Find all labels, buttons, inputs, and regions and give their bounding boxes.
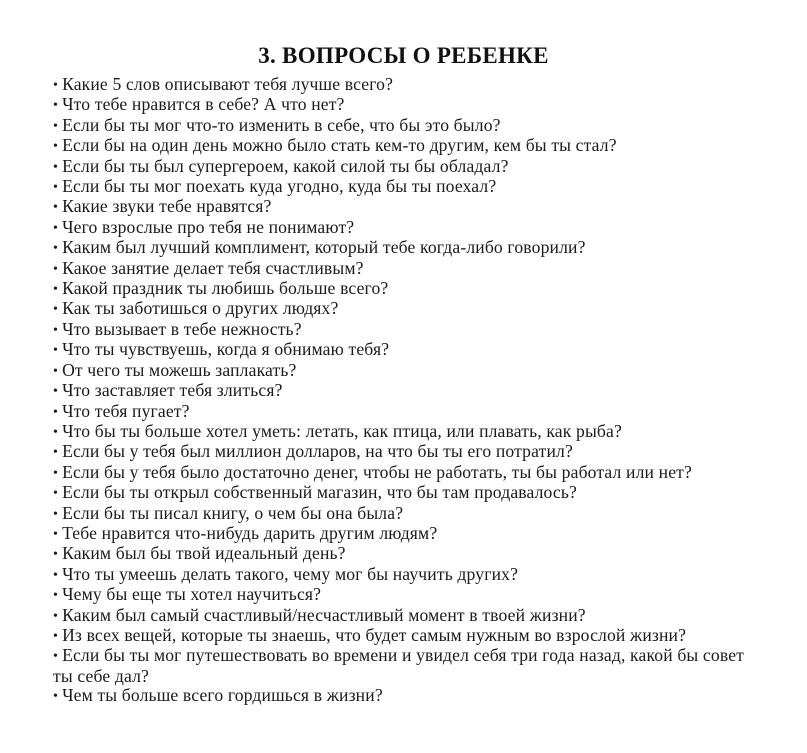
question-item (53, 463, 753, 483)
bullet-icon: • (53, 567, 59, 583)
bullet-icon: • (53, 282, 59, 298)
question-text: Если бы ты открыл собственный магазин, что бы там продавалось? (62, 482, 578, 503)
question-item (53, 422, 753, 442)
bullet-icon: • (53, 118, 59, 134)
question-item (53, 442, 753, 462)
bullet-icon: • (53, 628, 59, 644)
bullet-icon: • (53, 526, 59, 542)
question-text: Какое занятие делает тебя счастливым? (62, 257, 364, 278)
question-text: Если бы ты мог что-то изменить в себе, что бы это было? (62, 114, 501, 135)
question-text: Какой праздник ты любишь больше всего? (62, 278, 389, 299)
question-text: Чему бы еще ты хотел научиться? (62, 584, 322, 605)
question-text: Что ты чувствуешь, когда я обнимаю тебя? (62, 339, 390, 360)
question-item (53, 524, 753, 544)
bullet-icon: • (53, 220, 59, 236)
question-item (53, 218, 753, 238)
question-item (53, 340, 753, 360)
question-text: Если бы ты мог поехать куда угодно, куда бы ты поехал? (62, 176, 497, 197)
bullet-icon: • (53, 404, 59, 420)
bullet-icon: • (53, 445, 59, 461)
question-text: От чего ты можешь заплакать? (62, 359, 297, 380)
question-text: Что бы ты больше хотел уметь: летать, как птица, или плавать, как рыба? (62, 420, 622, 441)
bullet-icon: • (53, 547, 59, 563)
question-item (53, 483, 753, 503)
question-item (53, 606, 753, 626)
bullet-icon: • (53, 343, 59, 359)
bullet-icon: • (53, 424, 59, 440)
question-item (53, 238, 753, 258)
bullet-icon: • (53, 78, 59, 93)
bullet-icon: • (53, 506, 59, 522)
question-item (53, 116, 753, 136)
bullet-icon: • (53, 139, 59, 155)
bullet-icon: • (53, 588, 59, 604)
question-item (53, 686, 753, 706)
bullet-icon: • (53, 689, 59, 705)
question-text: Если бы у тебя было достаточно денег, чтобы не работать, ты бы работал или нет? (62, 461, 692, 482)
bullet-icon: • (53, 241, 59, 257)
question-item (53, 279, 753, 299)
question-text: Если бы ты был супергероем, какой силой ты бы обладал? (62, 155, 509, 176)
question-text: Какие 5 слов описывают тебя лучше всего? (62, 74, 394, 94)
question-item (53, 626, 753, 646)
question-item (53, 136, 753, 156)
question-item (53, 177, 753, 197)
question-text: Если бы у тебя был миллион долларов, на что бы ты его потратил? (62, 441, 573, 462)
question-text: Из всех вещей, которые ты знаешь, что будет самым нужным во взрослой жизни? (62, 624, 687, 645)
question-text: Чем ты больше всего гордишься в жизни? (62, 685, 383, 706)
bullet-icon: • (53, 261, 59, 277)
question-item (53, 75, 753, 95)
question-item (53, 544, 753, 564)
bullet-icon: • (53, 363, 59, 379)
bullet-icon: • (53, 649, 59, 665)
bullet-icon: • (53, 159, 59, 175)
bullet-icon: • (53, 608, 59, 624)
question-text: Если бы ты писал книгу, о чем бы она была? (62, 502, 404, 523)
question-item (53, 157, 753, 177)
question-item (53, 299, 753, 319)
question-text: Каким был самый счастливый/несчастливый момент в твоей жизни? (62, 604, 586, 625)
question-text: Чего взрослые про тебя не понимают? (62, 216, 355, 237)
bullet-icon: • (53, 98, 59, 114)
bullet-icon: • (53, 180, 59, 196)
bullet-icon: • (53, 384, 59, 400)
bullet-icon: • (53, 302, 59, 318)
question-item (53, 504, 753, 524)
question-item (53, 197, 753, 217)
bullet-icon: • (53, 465, 59, 481)
question-text: Если бы на один день можно было стать кем-то другим, кем бы ты стал? (62, 135, 617, 156)
question-text: Как ты заботишься о других людях? (62, 298, 339, 319)
bullet-icon: • (53, 486, 59, 502)
question-text: Что заставляет тебя злиться? (62, 380, 283, 401)
question-text: Какие звуки тебе нравятся? (62, 196, 272, 217)
question-item (53, 361, 753, 381)
question-item (53, 646, 753, 686)
question-text: Что вызывает в тебе нежность? (62, 318, 302, 339)
question-item (53, 402, 753, 422)
question-item (53, 259, 753, 279)
question-text: Что тебе нравится в себе? А что нет? (62, 94, 345, 115)
question-item (53, 95, 753, 115)
question-item (53, 585, 753, 605)
section-title: ВОПРОСЫ О РЕБЕНКЕ (282, 43, 549, 69)
question-item (53, 320, 753, 340)
question-list (53, 75, 753, 707)
section-heading (0, 43, 807, 69)
question-text: Тебе нравится что-нибудь дарить другим людям? (62, 522, 438, 543)
question-text: Каким был бы твой идеальный день? (62, 543, 346, 564)
question-text: Каким был лучший комплимент, который тебе когда-либо говорили? (62, 237, 586, 258)
section-number: 3. (258, 43, 277, 69)
question-item (53, 565, 753, 585)
question-text: Что тебя пугает? (62, 400, 190, 421)
question-text: Если бы ты мог путешествовать во времени и увидел себя три года назад, какой бы совет ты себе дал? (53, 645, 744, 686)
bullet-icon: • (53, 322, 59, 338)
bullet-icon: • (53, 200, 59, 216)
question-text: Что ты умеешь делать такого, чему мог бы научить других? (62, 563, 519, 584)
question-item (53, 381, 753, 401)
cropped-text-fragment (300, 0, 440, 2)
